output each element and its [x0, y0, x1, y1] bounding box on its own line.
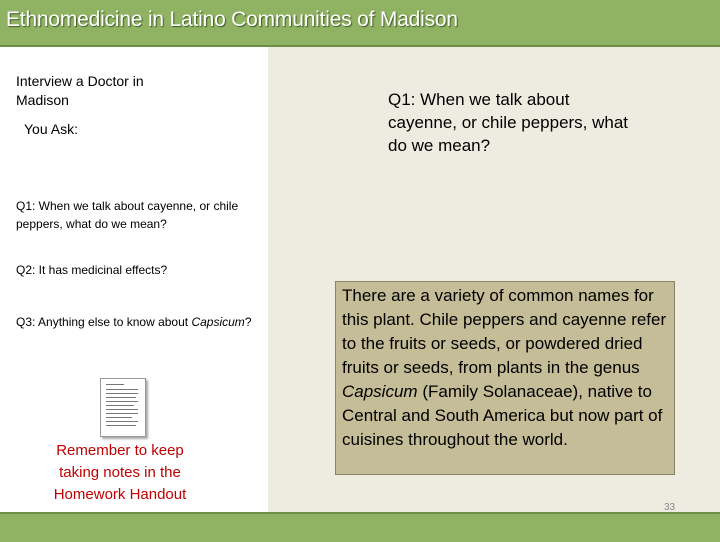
question-3-text: Q3: Anything else to know about	[16, 315, 192, 329]
question-2: Q2: It has medicinal effects?	[16, 263, 168, 277]
slide-number: 33	[664, 502, 676, 513]
answer-box	[335, 281, 675, 475]
interview-heading: Interview a Doctor in Madison	[16, 73, 144, 108]
homework-reminder: Remember to keep taking notes in the Homework Handout	[53, 442, 187, 503]
slide-title: Ethnomedicine in Latino Communities of Madison	[6, 8, 458, 31]
question-3-term: Capsicum	[191, 315, 245, 329]
footer-bar	[0, 512, 720, 542]
you-ask-label: You Ask:	[24, 121, 78, 137]
right-question: Q1: When we talk about cayenne, or chile peppers, what do we mean?	[388, 90, 629, 155]
title-bar	[0, 0, 720, 47]
question-1: Q1: When we talk about cayenne, or chile peppers, what do we mean?	[16, 199, 239, 231]
question-3	[16, 315, 252, 329]
answer-genus: Capsicum	[342, 382, 418, 401]
answer-text-2: (Family Solanaceae), native to Central and South America but now part of cuisines throughout the world.	[342, 382, 663, 449]
answer-text-1: There are a variety of common names for this plant. Chile peppers and cayenne refer to the fruits or seeds, or powdered dried fruits or seeds, from plants in the genus	[342, 286, 667, 377]
handout-document-icon	[100, 378, 146, 437]
question-3-suffix: ?	[244, 315, 252, 329]
